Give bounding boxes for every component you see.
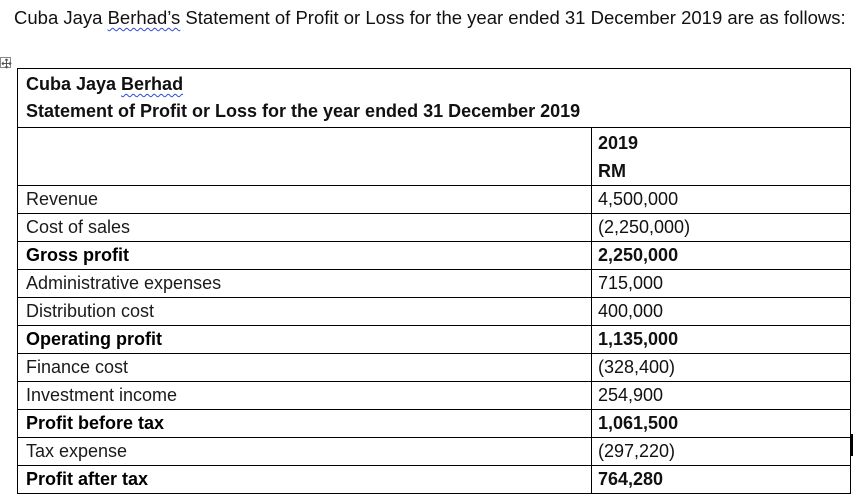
spellcheck-word: Berhad’s (107, 7, 181, 28)
line-item-label[interactable]: Investment income (18, 382, 592, 410)
currency-heading: RM (598, 161, 626, 181)
line-item-amount[interactable]: 715,000 (592, 270, 851, 298)
intro-text-start: Cuba Jaya (14, 7, 108, 28)
statement-header-row (18, 69, 851, 128)
column-header-row (18, 128, 851, 186)
intro-text-end: Statement of Profit or Loss for the year ended 31 December 2019 are as follows: (180, 7, 846, 28)
profit-loss-table (17, 68, 851, 494)
table-row (18, 410, 851, 438)
amount-column-header[interactable] (592, 128, 851, 186)
line-item-amount[interactable]: 2,250,000 (592, 242, 851, 270)
line-item-amount[interactable]: (297,220) (592, 438, 851, 466)
line-item-label[interactable]: Distribution cost (18, 298, 592, 326)
line-item-label[interactable]: Finance cost (18, 354, 592, 382)
company-name (26, 71, 850, 98)
intro-paragraph (14, 4, 862, 32)
line-item-label[interactable]: Tax expense (18, 438, 592, 466)
statement-title: Statement of Profit or Loss for the year ended 31 December 2019 (26, 101, 581, 121)
statement-header-cell[interactable] (18, 69, 851, 128)
table-row (18, 382, 851, 410)
line-item-label[interactable]: Gross profit (18, 242, 592, 270)
line-item-amount[interactable]: 4,500,000 (592, 186, 851, 214)
table-edge-marker (851, 434, 853, 456)
table-row (18, 466, 851, 494)
line-item-amount[interactable]: 254,900 (592, 382, 851, 410)
line-item-amount[interactable]: (2,250,000) (592, 214, 851, 242)
line-item-amount[interactable]: 1,135,000 (592, 326, 851, 354)
company-name-highlight: Berhad (121, 74, 184, 94)
line-item-amount[interactable]: 1,061,500 (592, 410, 851, 438)
table-row (18, 326, 851, 354)
move-arrows-icon[interactable] (0, 57, 11, 68)
line-item-label[interactable]: Administrative expenses (18, 270, 592, 298)
label-column-header[interactable] (18, 128, 592, 186)
company-name-prefix: Cuba Jaya (26, 74, 122, 94)
line-item-amount[interactable]: (328,400) (592, 354, 851, 382)
line-item-label[interactable]: Cost of sales (18, 214, 592, 242)
table-row (18, 438, 851, 466)
table-row (18, 270, 851, 298)
line-item-label[interactable]: Profit before tax (18, 410, 592, 438)
line-item-label[interactable]: Revenue (18, 186, 592, 214)
line-item-amount[interactable]: 400,000 (592, 298, 851, 326)
line-item-label[interactable]: Operating profit (18, 326, 592, 354)
table-row (18, 354, 851, 382)
line-item-label[interactable]: Profit after tax (18, 466, 592, 494)
table-row (18, 242, 851, 270)
table-row (18, 214, 851, 242)
year-heading: 2019 (598, 133, 639, 153)
table-row (18, 298, 851, 326)
table-row (18, 186, 851, 214)
line-item-amount[interactable]: 764,280 (592, 466, 851, 494)
